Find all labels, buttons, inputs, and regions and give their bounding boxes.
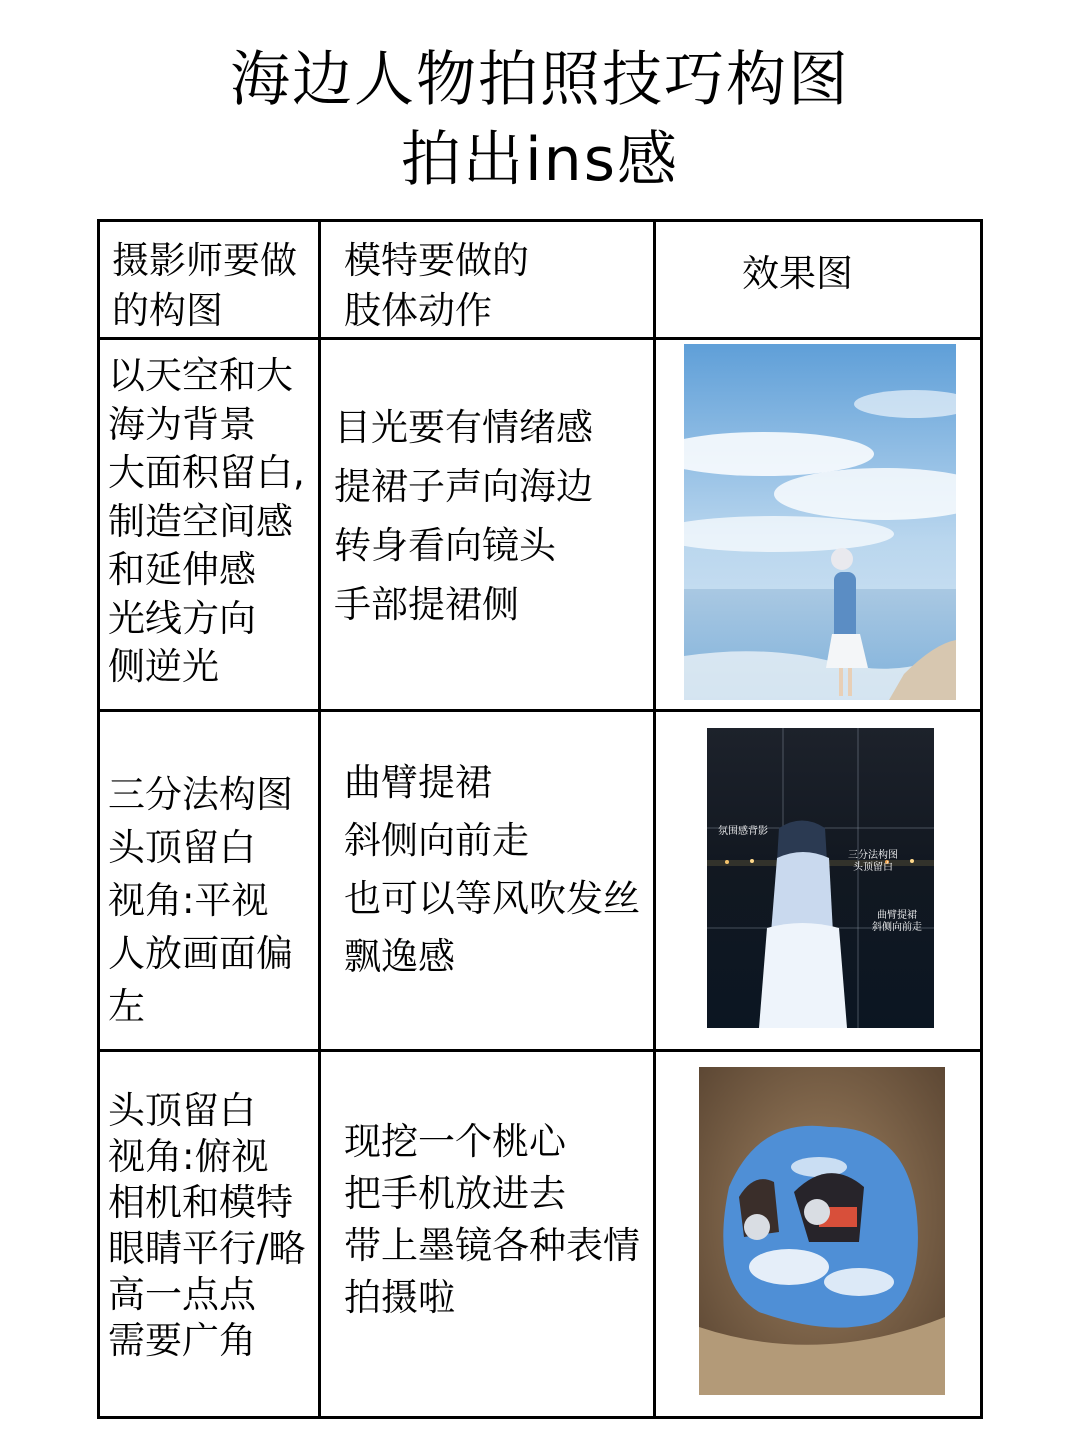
row-divider: [100, 337, 980, 340]
header-model-pose: 模特要做的 肢体动作: [344, 239, 529, 332]
night-sea-photo: [707, 728, 934, 1028]
row1-pose: 目光要有情绪感 提裙子声向海边 转身看向镜头 手部提裙侧: [334, 406, 593, 626]
column-divider: [653, 222, 656, 1416]
row3-composition: 头顶留白 视角:俯视 相机和模特 眼睛平行/略 高一点点 需要广角: [108, 1089, 306, 1362]
photo-label-atmosphere: 氛围感背影: [718, 826, 768, 837]
row-divider: [100, 1049, 980, 1052]
header-result-photo: 效果图: [742, 252, 853, 295]
beach-sky-photo: [684, 344, 956, 700]
row-divider: [100, 709, 980, 712]
photo-label-composition: 三分法构图 头顶留白: [848, 850, 898, 873]
sand-hole-photo: [699, 1067, 945, 1395]
row2-pose: 曲臂提裙 斜侧向前走 也可以等风吹发丝 飘逸感: [344, 761, 640, 978]
header-photographer-composition: 摄影师要做 的构图: [112, 239, 297, 332]
row1-composition: 以天空和大 海为背景 大面积留白, 制造空间感 和延伸感 光线方向 侧逆光: [108, 354, 305, 688]
column-divider: [318, 222, 321, 1416]
page-subtitle: 拍出ins感: [401, 125, 679, 195]
row3-pose: 现挖一个桃心 把手机放进去 带上墨镜各种表情 拍摄啦: [344, 1120, 640, 1319]
photo-label-pose: 曲臂提裙 斜侧向前走: [872, 910, 922, 933]
page-title: 海边人物拍照技巧构图: [230, 45, 850, 115]
row2-composition: 三分法构图 头顶留白 视角:平视 人放画面偏 左: [108, 773, 293, 1028]
